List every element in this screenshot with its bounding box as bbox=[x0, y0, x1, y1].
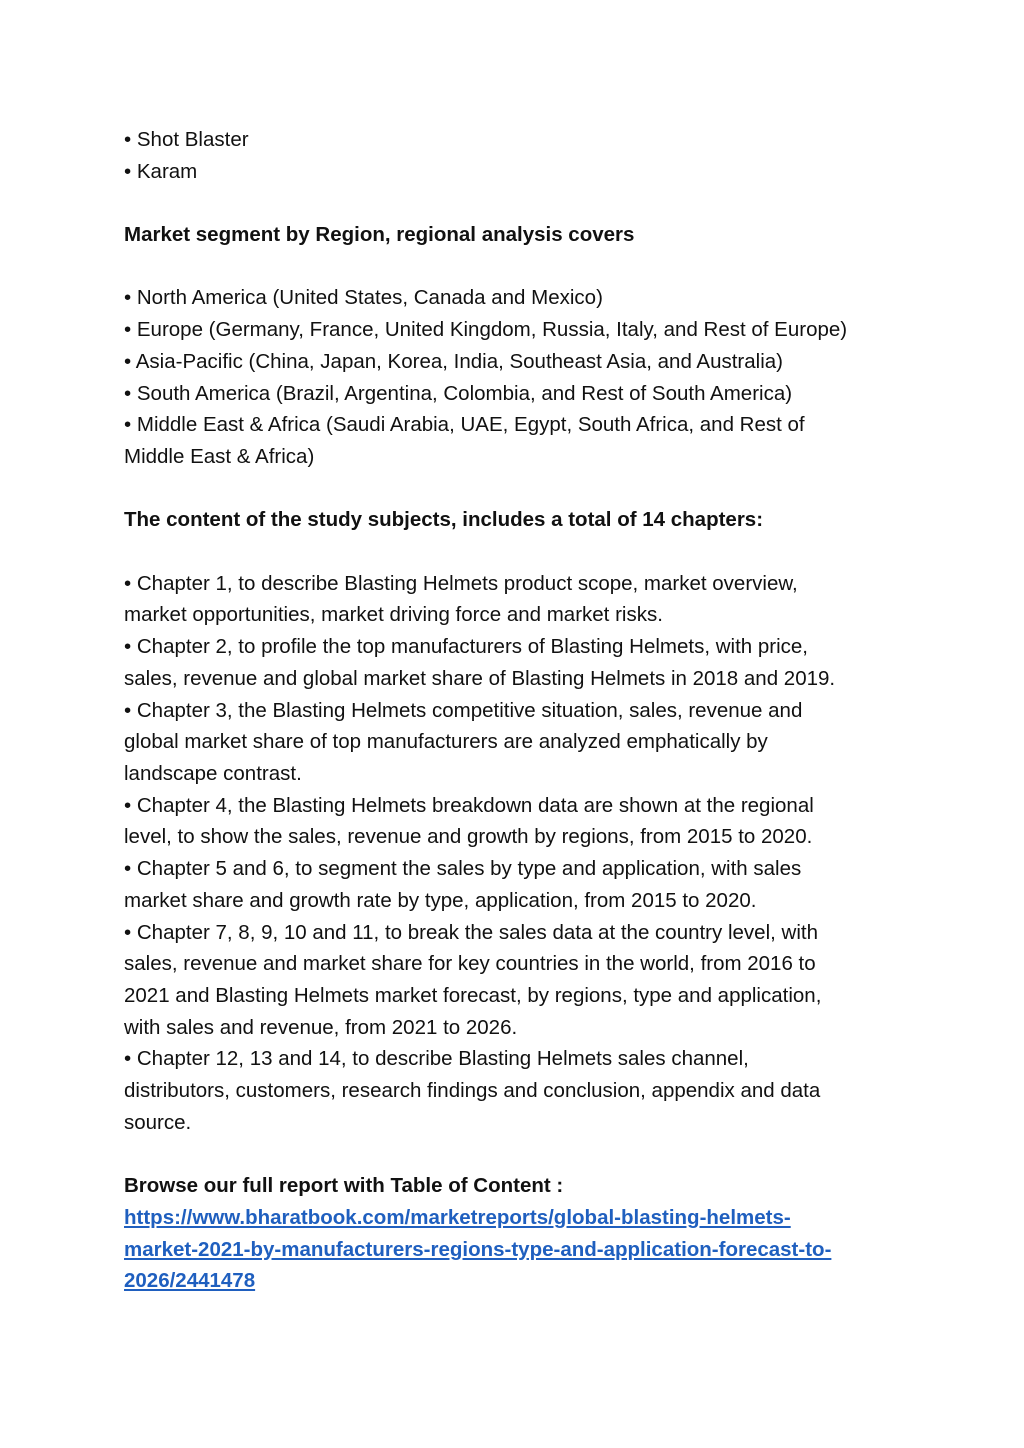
list-item: distributors, customers, research findings and conclusion, appendix and data bbox=[124, 1079, 821, 1103]
list-item: Middle East & Africa) bbox=[124, 445, 315, 468]
browse-heading: Browse our full report with Table of Content : bbox=[124, 1174, 564, 1198]
list-item: • Asia-Pacific (China, Japan, Korea, India, Southeast Asia, and Australia) bbox=[124, 349, 783, 373]
list-item: source. bbox=[124, 1110, 192, 1134]
list-item: • Chapter 1, to describe Blasting Helmets product scope, market overview, bbox=[124, 571, 798, 595]
spacer bbox=[124, 473, 904, 505]
list-item: • Chapter 7, 8, 9, 10 and 11, to break the sales data at the country level, with bbox=[124, 920, 818, 944]
list-item: • Chapter 5 and 6, to segment the sales by type and application, with sales bbox=[124, 857, 802, 881]
list-item: market opportunities, market driving force and market risks. bbox=[124, 603, 663, 627]
list-item: global market share of top manufacturers are analyzed emphatically by bbox=[124, 730, 768, 754]
report-link-line[interactable]: 2026/2441478 bbox=[124, 1269, 256, 1293]
company-list bbox=[124, 124, 904, 187]
list-item: landscape contrast. bbox=[124, 762, 302, 785]
content-heading: The content of the study subjects, includes a total of 14 chapters: bbox=[124, 508, 764, 532]
list-item: level, to show the sales, revenue and growth by regions, from 2015 to 2020. bbox=[124, 825, 813, 849]
list-item: • Chapter 3, the Blasting Helmets competitive situation, sales, revenue and bbox=[124, 698, 803, 722]
list-item: • Middle East & Africa (Saudi Arabia, UAE, Egypt, South Africa, and Rest of bbox=[124, 413, 805, 437]
spacer bbox=[124, 251, 904, 283]
chapter-list bbox=[124, 568, 904, 1139]
list-item: • Europe (Germany, France, United Kingdom, Russia, Italy, and Rest of Europe) bbox=[124, 318, 848, 342]
list-item: • Chapter 4, the Blasting Helmets breakdown data are shown at the regional bbox=[124, 793, 814, 817]
spacer bbox=[124, 187, 904, 219]
list-item: • North America (United States, Canada and Mexico) bbox=[124, 286, 603, 310]
list-item: • Shot Blaster bbox=[124, 128, 249, 151]
document-page bbox=[124, 124, 904, 1297]
spacer bbox=[124, 536, 904, 568]
spacer bbox=[124, 1138, 904, 1170]
list-item: sales, revenue and market share for key countries in the world, from 2016 to bbox=[124, 952, 816, 976]
list-item: with sales and revenue, from 2021 to 2026. bbox=[124, 1015, 518, 1039]
list-item: market share and growth rate by type, application, from 2015 to 2020. bbox=[124, 888, 757, 912]
list-item: • South America (Brazil, Argentina, Colombia, and Rest of South America) bbox=[124, 381, 793, 405]
region-heading: Market segment by Region, regional analysis covers bbox=[124, 223, 635, 247]
list-item: sales, revenue and global market share of Blasting Helmets in 2018 and 2019. bbox=[124, 666, 836, 690]
list-item: • Chapter 2, to profile the top manufacturers of Blasting Helmets, with price, bbox=[124, 635, 808, 659]
report-link-line[interactable]: https://www.bharatbook.com/marketreports/global-blasting-helmets- bbox=[124, 1205, 791, 1229]
report-link-line[interactable]: market-2021-by-manufacturers-regions-type-and-application-forecast-to- bbox=[124, 1237, 832, 1261]
list-item: 2021 and Blasting Helmets market forecast, by regions, type and application, bbox=[124, 983, 822, 1007]
list-item: • Chapter 12, 13 and 14, to describe Blasting Helmets sales channel, bbox=[124, 1047, 749, 1071]
region-list bbox=[124, 282, 904, 472]
list-item: • Karam bbox=[124, 159, 198, 183]
report-link[interactable] bbox=[124, 1202, 904, 1297]
